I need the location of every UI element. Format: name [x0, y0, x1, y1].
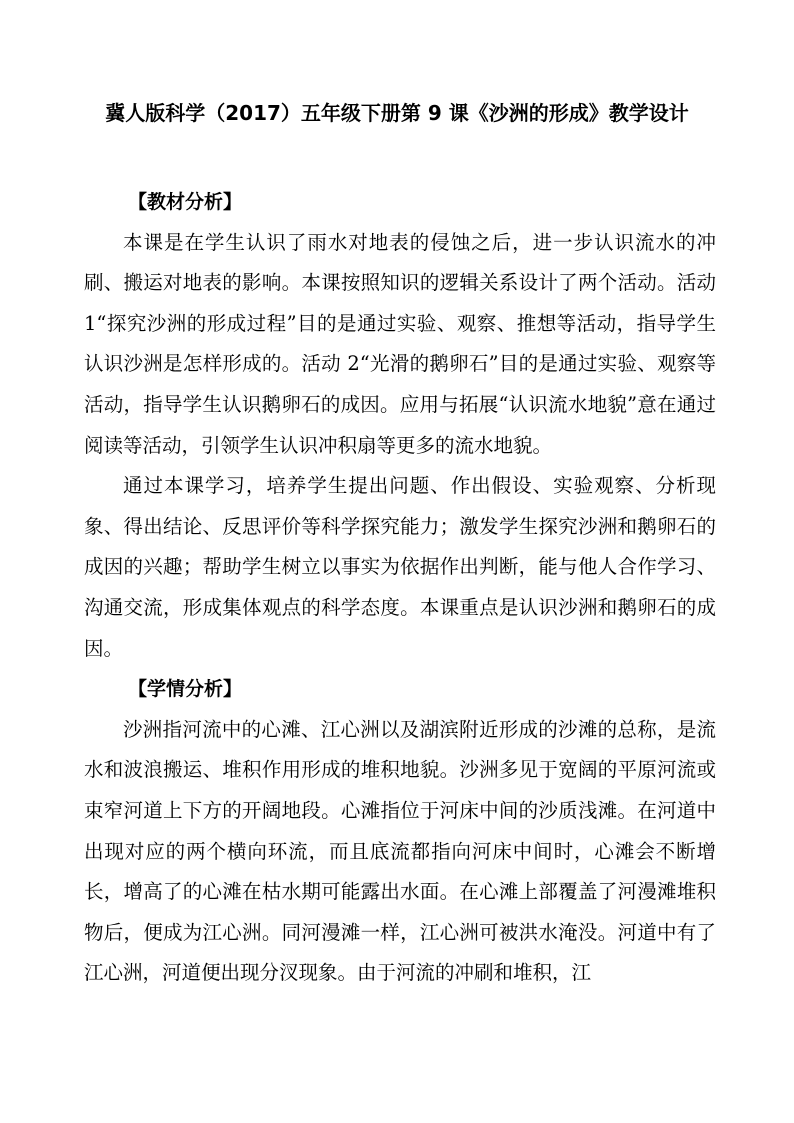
section-heading: 【学情分析】: [128, 678, 243, 701]
paragraph: 通过本课学习，培养学生提出问题、作出假设、实验观察、分析现象、得出结论、反思评价等科学探究能力；激发学生探究沙洲和鹅卵石的成因的兴趣；帮助学生树立以事实为依据作出判断，能与他人合作学习、沟通交流，形成集体观点的科学态度。本课重点是认识沙洲和鹅卵石的成因。: [84, 474, 716, 660]
section-heading: 【教材分析】: [128, 191, 243, 213]
paragraph: 本课是在学生认识了雨水对地表的侵蚀之后，进一步认识流水的冲刷、搬运对地表的影响。本课按照知识的逻辑关系设计了两个活动。活动 1“探究沙洲的形成过程”目的是通过实验、观察、推想等活动，指导学生认识沙洲是怎样形成的。活动 2“光滑的鹅卵石”目的是通过实验、观察等活动，指导学生认识鹅卵石的成因。应用与拓展“认识流水地貌”意在通过阅读等活动，引领学生认识冲积扇等更多的流水地貌。: [84, 230, 716, 457]
document-title: 冀人版科学（2017）五年级下册第 9 课《沙洲的形成》教学设计: [105, 101, 689, 125]
paragraph: 沙洲指河流中的心滩、江心洲以及湖滨附近形成的沙滩的总称，是流水和波浪搬运、堆积作用形成的堆积地貌。沙洲多见于宽阔的平原河流或束窄河道上下方的开阔地段。心滩指位于河床中间的沙质浅滩。在河道中出现对应的两个横向环流，而且底流都指向河床中间时，心滩会不断增长，增高了的心滩在枯水期可能露出水面。在心滩上部覆盖了河漫滩堆积物后，便成为江心洲。同河漫滩一样，江心洲可被洪水淹没。河道中有了江心洲，河道便出现分汊现象。由于河流的冲刷和堆积，江: [84, 717, 716, 985]
section-student-analysis: [84, 669, 716, 994]
document-body: [84, 182, 716, 994]
section-textbook-analysis: [84, 182, 716, 669]
